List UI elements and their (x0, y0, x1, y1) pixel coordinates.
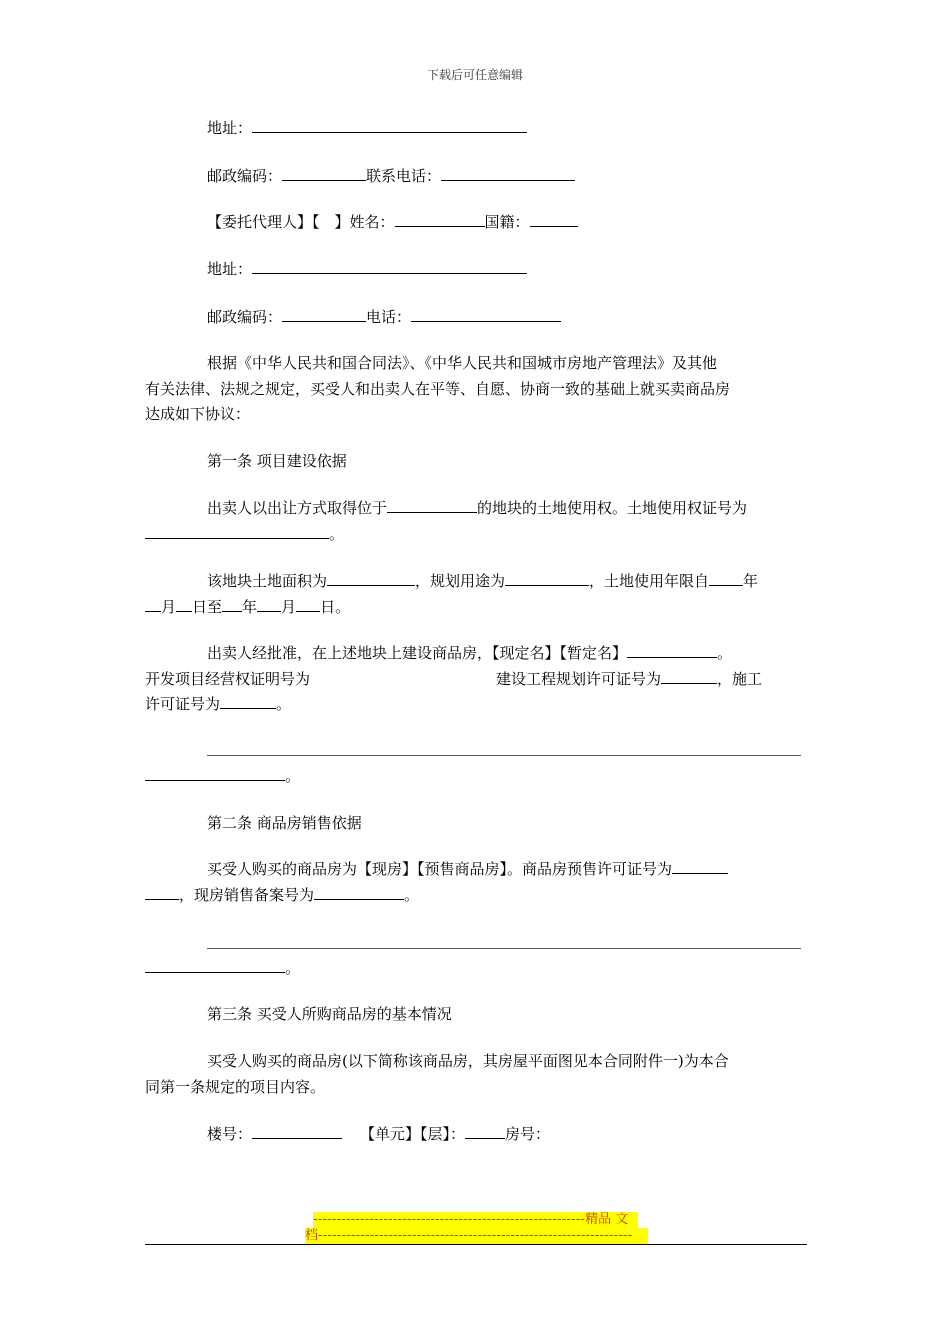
article1-p3-line2 (145, 666, 807, 692)
seller-address-line (207, 115, 807, 141)
text: 。 (276, 695, 292, 713)
text: 。 (404, 886, 420, 904)
text: 开发项目经营权证明号为 (145, 670, 311, 688)
agent-address-blank (252, 257, 527, 274)
area-blank (327, 569, 415, 586)
preamble-line-1: 根据《中华人民共和国合同法》、《中华人民共和国城市房地产管理法》及其他 (207, 354, 718, 372)
footer-rule (145, 1244, 807, 1245)
fill-in-blank (145, 764, 285, 781)
month-start-blank (145, 595, 161, 612)
fill-in-rule (207, 948, 801, 949)
land-cert-blank (145, 522, 329, 539)
preamble-line-3: 达成如下协议： (145, 405, 251, 423)
article1-p3-line3 (145, 691, 807, 717)
text: ，土地使用年限自 (589, 572, 710, 590)
text: 出卖人经批准，在上述地块上建设商品房，【现定名】【暂定名】 (207, 644, 628, 662)
text: ，现房销售备案号为 (179, 886, 315, 904)
footer-highlight-line-1: ----------------------------------------------------------精品 文 (313, 1212, 638, 1228)
building-blank (252, 1122, 342, 1139)
year-end-blank (222, 595, 242, 612)
text: 。 (717, 644, 733, 662)
fill-in-blank (145, 956, 285, 973)
room-label: 房号： (505, 1125, 551, 1143)
article2-p1-line1 (207, 856, 807, 882)
article1-p2-line2 (145, 594, 807, 620)
sales-record-blank (314, 883, 404, 900)
usage-blank (505, 569, 589, 586)
text: 买受人购买的商品房为【现房】【预售商品房】。商品房预售许可证号为 (207, 860, 673, 878)
article1-p1-line1 (207, 495, 807, 521)
agent-phone-blank (411, 305, 561, 322)
year-start-blank (709, 569, 743, 586)
text: 许可证号为 (145, 695, 221, 713)
unit-floor-label: 【单元】【层】： (360, 1125, 466, 1143)
agent-postal-blank (282, 305, 366, 322)
article2-p1-line2 (145, 882, 807, 908)
postal-blank (282, 164, 366, 181)
nationality-blank (530, 210, 578, 227)
floor-blank (465, 1122, 505, 1139)
planning-permit-blank (661, 667, 717, 684)
building-label: 楼号： (207, 1125, 253, 1143)
text: 年 (242, 598, 258, 616)
article1-p2-line1 (207, 568, 807, 594)
fill-in-rule (207, 755, 801, 756)
phone-label: 联系电话： (366, 167, 442, 185)
article1-p4-line2 (145, 763, 807, 789)
text: 的地块的土地使用权。土地使用权证号为 (477, 499, 748, 517)
text: 月 (161, 598, 177, 616)
article1-p3-line1 (207, 640, 807, 666)
agent-name-blank (395, 210, 485, 227)
agent-address-line (207, 256, 807, 282)
project-name-blank (627, 641, 717, 658)
text: 该地块土地面积为 (207, 572, 328, 590)
agent-name-line (207, 209, 807, 235)
header-note: 下载后可任意编辑 (426, 68, 523, 82)
text: 日。 (320, 598, 351, 616)
text: 日至 (192, 598, 223, 616)
day-start-blank (176, 595, 192, 612)
agent-phone-label: 电话： (366, 308, 412, 326)
article2-p2-line2 (145, 955, 807, 981)
month-end-blank (257, 595, 281, 612)
agent-address-label: 地址： (207, 260, 253, 278)
presale-permit-blank-cont (145, 883, 179, 900)
text: 月 (281, 598, 297, 616)
nationality-label: 国籍： (484, 213, 530, 231)
agent-postal-label: 邮政编码： (207, 308, 283, 326)
article1-p1-line2 (145, 521, 807, 547)
address-blank (252, 116, 527, 133)
article3-p1-line2: 同第一条规定的项目内容。 (145, 1078, 326, 1096)
preamble-line-2: 有关法律、法规之规定，买受人和出卖人在平等、自愿、协商一致的基础上就买卖商品房 (145, 380, 731, 398)
text: 。 (285, 767, 301, 785)
article3-p2-line1 (207, 1121, 807, 1147)
day-end-blank (296, 595, 320, 612)
construction-permit-blank (220, 692, 276, 709)
article3-p1-line1: 买受人购买的商品房(以下简称该商品房，其房屋平面图见本合同附件一)为本合 (207, 1052, 729, 1070)
text: ，规划用途为 (415, 572, 506, 590)
text: ，施工 (717, 670, 763, 688)
text: 。 (329, 525, 345, 543)
article2-title: 第二条 商品房销售依据 (207, 814, 362, 832)
address-label: 地址： (207, 119, 253, 137)
text: 出卖人以出让方式取得位于 (207, 499, 388, 517)
seller-postal-line (207, 163, 807, 189)
location-blank (387, 496, 477, 513)
postal-label: 邮政编码： (207, 167, 283, 185)
presale-permit-blank (672, 857, 728, 874)
text: 建设工程规划许可证号为 (496, 670, 662, 688)
article3-title: 第三条 买受人所购商品房的基本情况 (207, 1005, 452, 1023)
phone-blank (441, 164, 575, 181)
agent-postal-line (207, 304, 807, 330)
text: 年 (743, 572, 759, 590)
footer-highlight-line-2: 档------------------------------------------------------------------- (305, 1228, 648, 1244)
article1-title: 第一条 项目建设依据 (207, 452, 347, 470)
text: 。 (285, 959, 301, 977)
agent-role-label: 【委托代理人】【 】姓名： (207, 213, 395, 231)
